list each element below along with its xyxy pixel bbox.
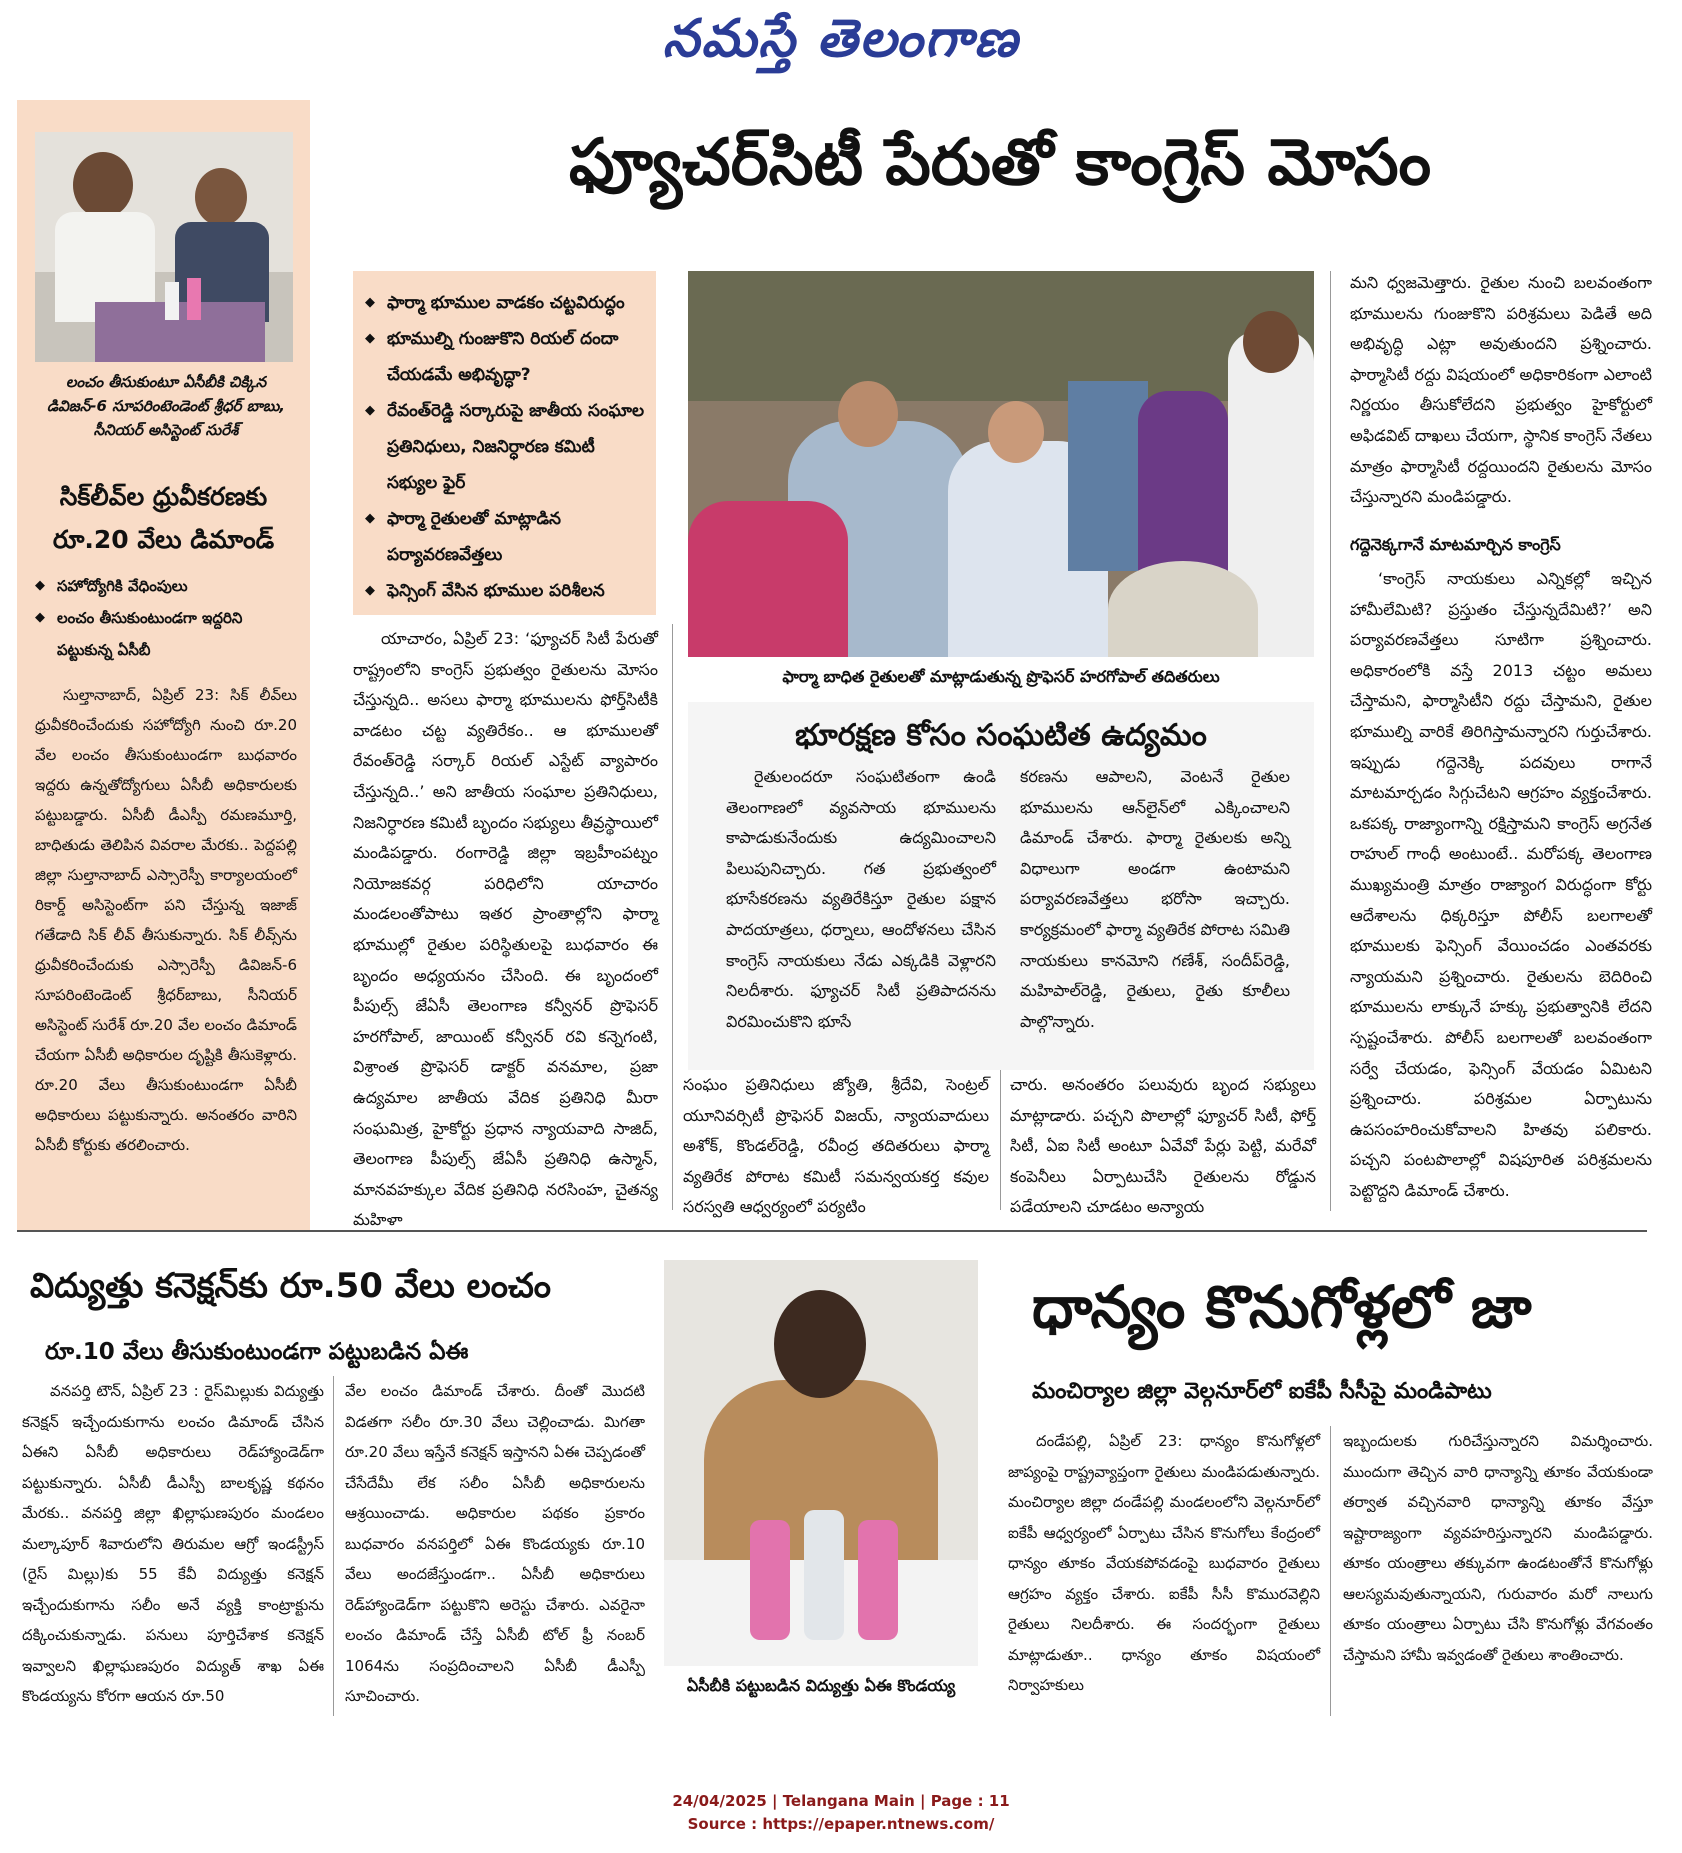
main-bullet: ◆ భూముల్ని గుంజుకొని రియల్‌ దందా చేయడమే అభివృద్ధా? <box>365 321 649 393</box>
main-column-4a-text: మని ధ్వజమెత్తారు. రైతుల నుంచి బలవంతంగా భూములను గుంజుకొని పరిశ్రమలు పెడితే అది అభివృద్ధి ఎట్లా అవుతుందని ప్రశ్నించారు. ఫార్మాసిటీ రద్దు విషయంలో అధికారికంగా ఎలాంటి నిర్ణయం తీసుకోలేదని ప్రభుత్వం హైకోర్టులో అఫిడవిట్‌ దాఖలు చేయగా, స్థానిక కాంగ్రెస్‌ నేతలు మాత్రం ఫార్మాసిటీ రద్దయిందని రైతులను మోసం చేస్తున్నారని మండిపడ్డారు. <box>1350 273 1652 507</box>
sidebar-headline-line-1: సిక్‌లీవ్‌ల ధ్రువీకరణకు <box>59 482 268 511</box>
sidebar-photo-caption: లంచం తీసుకుంటూ ఏసీబీకి చిక్కిన డివిజన్‌-6 సూపరింటెండెంట్‌ శ్రీధర్‌ బాబు, సీనియర్‌ అసిస్టెంట్‌ సురేశ్‌ <box>46 373 286 439</box>
main-column-4-subhead: గద్దెనెక్కగానే మాటమార్చిన కాంగ్రెస్‌ <box>1350 535 1561 554</box>
sidebar-story <box>17 100 310 1230</box>
main-column-2 <box>683 1070 989 1217</box>
power-column-2-text: వేల లంచం డిమాండ్‌ చేశారు. దీంతో మొదటి విడతగా సలీం రూ.30 వేలు చెల్లించాడు. మిగతా రూ.20 వేలు ఇస్తేనే కనెక్షన్‌ ఇస్తానని ఏఈ చెప్పడంతో చేసేదేమీ లేక సలీం ఏసీబీ అధికారులను ఆశ్రయించాడు. అధికారుల పథకం ప్రకారం బుధవారం వనపర్తిలో ఏఈ కొండయ్యకు రూ.10 వేలు అందజేస్తుండగా.. ఏసీబీ అధికారులు రెడ్‌హ్యాండెడ్‌గా పట్టుకొని అరెస్టు చేశారు. ఎవరైనా లంచం డిమాండ్‌ చేస్తే ఏసీబీ టోల్‌ ఫ్రీ నంబర్‌ 1064ను సంప్రదించాలని ఏసీబీ డీఎస్పీ సూచించారు. <box>345 1382 645 1705</box>
grain-subheadline: మంచిర్యాల జిల్లా వెల్గనూర్‌లో ఐకేపీ సీసీపై మండిపాటు <box>1032 1379 1492 1404</box>
sidebar-bullet: ◆ లంచం తీసుకుంటుండగా ఇద్దరిని పట్టుకున్న ఏసీబీ <box>35 602 297 666</box>
main-headline: ఫ్యూచర్‌సిటీ పేరుతో కాంగ్రెస్‌ మోసం <box>568 126 1432 200</box>
power-subheadline: రూ.10 వేలు తీసుకుంటుండగా పట్టుబడిన ఏఈ <box>45 1339 469 1365</box>
power-photo <box>664 1260 978 1666</box>
grain-headline: ధాన్యం కొనుగోళ్లలో జా <box>1032 1273 1532 1341</box>
sub-column-1 <box>726 762 996 1062</box>
sidebar-body-text: సుల్తానాబాద్‌, ఏప్రిల్‌ 23: సిక్‌ లీవ్‌లు ధ్రువీకరించేందుకు సహోద్యోగి నుంచి రూ.20 వేల లంచం తీసుకుంటుండగా బుధవారం ఇద్దరు ఉన్నతోద్యోగులు ఏసీబీ అధికారులకు పట్టుబడ్డారు. ఏసీబీ డీఎస్పీ రమణమూర్తి, బాధితుడు తెలిపిన వివరాల మేరకు.. పెద్దపల్లి జిల్లా సుల్తానాబాద్‌ ఎస్సారెస్పీ కార్యాలయంలో రికార్డ్‌ అసిస్టెంట్‌గా పని చేస్తున్న ఇజాజ్‌ గతేడాది సిక్‌ లీవ్‌ తీసుకున్నారు. సిక్‌ లీవ్స్‌ను ధ్రువీకరించేందుకు ఎస్సారెస్పీ డివిజన్‌-6 సూపరింటెండెంట్‌ శ్రీధర్‌బాబు, సీనియర్‌ అసిస్టెంట్‌ సురేశ్‌ రూ.20 వేల లంచం డిమాండ్‌ చేయగా ఏసీబీ అధికారుల దృష్టికి తీసుకెళ్లారు. రూ.20 వేలు తీసుకుంటుండగా ఏసీబీ అధికారులు పట్టుకున్నారు. అనంతరం వారిని ఏసీబీ కోర్టుకు తరలించారు. <box>35 686 297 1154</box>
main-photo-caption: ఫార్మా బాధిత రైతులతో మాట్లాడుతున్న ప్రొఫెసర్‌ హరగోపాల్‌ తదితరులు <box>782 667 1220 686</box>
page-footer <box>0 1790 1682 1836</box>
main-column-4b <box>1350 564 1652 1210</box>
masthead <box>0 0 1682 90</box>
main-photo <box>688 271 1314 657</box>
main-bullet: ◆ ఫార్మా భూముల వాడకం చట్టవిరుద్ధం <box>365 285 649 321</box>
sidebar-headline-line-2: రూ.20 వేలు డిమాండ్‌ <box>52 525 275 554</box>
main-column-1 <box>353 624 659 1230</box>
power-headline: విద్యుత్తు కనెక్షన్‌కు రూ.50 వేలు లంచం <box>30 1266 552 1306</box>
sub-story-box <box>688 702 1314 1070</box>
power-column-2 <box>345 1376 645 1716</box>
grain-column-2 <box>1343 1426 1653 1716</box>
sidebar-headline <box>17 475 310 561</box>
grain-column-1 <box>1008 1426 1320 1716</box>
grain-column-1-text: దండేపల్లి, ఏప్రిల్‌ 23: ధాన్యం కొనుగోళ్లలో జాప్యంపై రాష్ట్రవ్యాప్తంగా రైతులు మండిపడుతున్నారు. మంచిర్యాల జిల్లా దండేపల్లి మండలంలోని వెల్గనూర్‌లో ఐకేపీ ఆధ్వర్యంలో ఏర్పాటు చేసిన కొనుగోలు కేంద్రంలో ధాన్యం తూకం వేయకపోవడంపై బుధవారం రైతులు ఆగ్రహం వ్యక్తం చేశారు. ఐకేపీ సీసీ కొమురవెల్లిని రైతులు నిలదీశారు. ఈ సందర్భంగా రైతులు మాట్లాడుతూ.. ధాన్యం తూకం విషయంలో నిర్వాహకులు <box>1008 1432 1320 1694</box>
power-photo-caption: ఏసీబీకి పట్టుబడిన విద్యుత్తు ఏఈ కొండయ్య <box>686 1676 956 1695</box>
main-bullet: ◆ ఫెన్సింగ్‌ వేసిన భూముల పరిశీలన <box>365 573 649 609</box>
power-column-1 <box>22 1376 324 1716</box>
sidebar-bullets <box>35 570 297 666</box>
main-column-4a <box>1350 268 1652 518</box>
main-column-2-text: సంఘం ప్రతినిధులు జ్యోతి, శ్రీదేవి, సెంట్రల్‌ యూనివర్సిటీ ప్రొఫెసర్‌ విజయ్‌, న్యాయవాదులు అశోక్‌, కొండల్‌రెడ్డి, రవీంద్ర తదితరులు ఫార్మా వ్యతిరేక పోరాట కమిటీ సమన్వయకర్త కవుల సరస్వతి ఆధ్వర్యంలో పర్యటిం <box>683 1075 989 1217</box>
grain-column-2-text: ఇబ్బందులకు గురిచేస్తున్నారని విమర్శించారు. ముందుగా తెచ్చిన వారి ధాన్యాన్ని తూకం వేయకుండా తర్వాత వచ్చినవారి ధాన్యాన్ని తూకం వేస్తూ ఇష్టారాజ్యంగా వ్యవహరిస్తున్నారని మండిపడ్డారు. తూకం యంత్రాలు తక్కువగా ఉండటంతోనే కొనుగోళ్లు ఆలస్యమవుతున్నాయని, గురువారం మరో నాలుగు తూకం యంత్రాలు ఏర్పాటు చేసి కొనుగోళ్లు వేగవంతం చేస్తామని హామీ ఇవ్వడంతో రైతులు శాంతించారు. <box>1343 1432 1653 1664</box>
main-column-3-text: చారు. అనంతరం పలువురు బృంద సభ్యులు మాట్లాడారు. పచ్చని పొలాల్లో ఫ్యూచర్‌ సిటీ, ఫోర్త్‌ సిటీ, ఏఐ సిటీ అంటూ ఏవేవో పేర్లు పెట్టి, మరేవో కంపెనీలు ఏర్పాటుచేసి రైతులను రోడ్డున పడేయాలని చూడటం అన్యాయ <box>1010 1075 1316 1217</box>
sub-column-2 <box>1020 762 1290 1062</box>
sub-column-2-text: కరణను ఆపాలని, వెంటనే రైతుల భూములను ఆన్‌లైన్‌లో ఎక్కించాలని డిమాండ్‌ చేశారు. ఫార్మా రైతులకు అన్ని విధాలుగా అండగా ఉంటామని పర్యావరణవేత్తలు భరోసా ఇచ్చారు. కార్యక్రమంలో ఫార్మా వ్యతిరేక పోరాట సమితి నాయకులు కానమోని గణేశ్‌, సందీప్‌రెడ్డి, మహిపాల్‌రెడ్డి, రైతులు, రైతు కూలీలు పాల్గొన్నారు. <box>1020 767 1290 1031</box>
power-column-1-text: వనపర్తి టౌన్‌, ఏప్రిల్‌ 23 : రైస్‌మిల్లుకు విద్యుత్తు కనెక్షన్‌ ఇచ్చేందుకుగాను లంచం డిమాండ్‌ చేసిన ఏఈని ఏసీబీ అధికారులు రెడ్‌హ్యాండెడ్‌గా పట్టుకున్నారు. ఏసీబీ డీఎస్పీ బాలకృష్ణ కథనం మేరకు.. వనపర్తి జిల్లా ఖిల్లాఘణపురం మండలం మల్కాపూర్‌ శివారులోని తిరుమల ఆగ్రో ఇండస్ట్రీస్‌ (రైస్‌ మిల్లు)కు 55 కేవీ విద్యుత్తు కనెక్షన్‌ ఇచ్చేందుకుగాను సలీం అనే వ్యక్తి కాంట్రాక్టును దక్కించుకున్నాడు. పనులు పూర్తిచేశాక కనెక్షన్‌ ఇవ్వాలని ఖిల్లాఘణపురం విద్యుత్‌ శాఖ ఏఈ కొండయ్యను కోరగా ఆయన రూ.50 <box>22 1382 324 1705</box>
main-bullet: ◆ రేవంత్‌రెడ్డి సర్కారుపై జాతీయ సంఘాల ప్రతినిధులు, నిజనిర్ధారణ కమిటీ సభ్యుల ఫైర్‌ <box>365 393 649 501</box>
main-column-1-text: యాచారం, ఏప్రిల్‌ 23: ‘ఫ్యూచర్‌ సిటీ పేరుతో రాష్ట్రంలోని కాంగ్రెస్‌ ప్రభుత్వం రైతులను మోసం చేస్తున్నది.. అసలు ఫార్మా భూములను ఫోర్త్‌సిటీకి వాడటం చట్ట వ్యతిరేకం.. ఆ భూములతో రేవంత్‌రెడ్డి సర్కార్‌ రియల్‌ ఎస్టేట్‌ వ్యాపారం చేస్తున్నది..’ అని జాతీయ సంఘాల ప్రతినిధులు, నిజనిర్ధారణ కమిటీ బృందం సభ్యులు తీవ్రస్థాయిలో మండిపడ్డారు. రంగారెడ్డి జిల్లా ఇబ్రహీంపట్నం నియోజకవర్గ పరిధిలోని యాచారం మండలంతోపాటు ఇతర ప్రాంతాల్లోని ఫార్మా భూముల్లో రైతుల పరిస్థితులపై బుధవారం ఈ బృందం అధ్యయనం చేసింది. ఈ బృందంలో పీపుల్స్‌ జేఏసీ తెలంగాణ కన్వీనర్‌ ప్రొఫెసర్‌ హరగోపాల్‌, జాయింట్‌ కన్వీనర్‌ రవి కన్నెగంటి, విశ్రాంత ప్రొఫెసర్‌ డాక్టర్‌ వనమాల, ప్రజా ఉద్యమాల జాతీయ వేదిక ప్రతినిధి మీరా సంఘమిత్ర, హైకోర్టు ప్రధాన న్యాయవాది సాజిద్‌, తెలంగాణ పీపుల్స్‌ జేఏసీ ప్రతినిధి ఉస్మాన్‌, మానవహక్కుల వేదిక ప్రతినిధి నరసింహ, చైతన్య మహిళా <box>353 629 659 1230</box>
sub-headline: భూరక్షణ కోసం సంఘటిత ఉద్యమం <box>795 718 1207 753</box>
section-divider <box>17 1230 1647 1232</box>
sidebar-body <box>35 680 297 1220</box>
main-bullet-box <box>353 271 656 615</box>
main-column-3 <box>1010 1070 1316 1217</box>
sidebar-bullet: ◆ సహోద్యోగికి వేధింపులు <box>35 570 297 602</box>
sidebar-photo <box>35 132 293 362</box>
footer-edition-line: 24/04/2025 | Telangana Main | Page : 11 <box>672 1792 1010 1810</box>
main-column-4b-text: ‘కాంగ్రెస్‌ నాయకులు ఎన్నికల్లో ఇచ్చిన హామీలేమిటి? ప్రస్తుతం చేస్తున్నదేమిటి?’ అని పర్యావరణవేత్తలు సూటిగా ప్రశ్నించారు. అధికారంలోకి వస్తే 2013 చట్టం అమలు చేస్తామని, ఫార్మాసిటీని రద్దు చేస్తామని, రైతుల భూముల్ని వారికే తిరిగిస్తామన్నారని గుర్తుచేశారు. ఇప్పుడు గద్దెనెక్కి పదవులు రాగానే మాటమార్చడం సిగ్గుచేటని ఆగ్రహం వ్యక్తంచేశారు. ఒకపక్క రాజ్యాంగాన్ని రక్షిస్తామని కాంగ్రెస్‌ అగ్రనేత రాహుల్‌ గాంధీ అంటుంటే.. మరోపక్క తెలంగాణ ముఖ్యమంత్రి మాత్రం రాజ్యాంగ విరుద్ధంగా కోర్టు ఆదేశాలను ధిక్కరిస్తూ పోలీస్‌ బలగాలతో భూములకు ఫెన్సింగ్‌ వేయించడం ఎంతవరకు న్యాయమని ప్రశ్నించారు. రైతులను బెదిరించి భూములను లాక్కునే హక్కు ప్రభుత్వానికి లేదని స్పష్టంచేశారు. పోలీస్‌ బలగాలతో బలవంతంగా సర్వే చేయడం, ఫెన్సింగ్‌ వేయడం ఏమిటని ప్రశ్నించారు. పరిశ్రమల ఏర్పాటును ఉపసంహరించుకోవాలని హితవు పలికారు. పచ్చని పంటపొలాల్లో విషపూరిత పరిశ్రమలను పెట్టొద్దని డిమాండ్‌ చేశారు. <box>1350 569 1652 1200</box>
sub-column-1-text: రైతులందరూ సంఘటితంగా ఉండి తెలంగాణలో వ్యవసాయ భూములను కాపాడుకునేందుకు ఉద్యమించాలని పిలుపునిచ్చారు. గత ప్రభుత్వంలో భూసేకరణను వ్యతిరేకిస్తూ రైతుల పక్షాన పాదయాత్రలు, ధర్నాలు, ఆందోళనలు చేసిన కాంగ్రెస్‌ నాయకులు నేడు ఎక్కడికి వెళ్లారని నిలదీశారు. ఫ్యూచర్‌ సిటీ ప్రతిపాదనను విరమించుకొని భూసే <box>726 767 996 1031</box>
newspaper-logo: నమస్తే తెలంగాణ <box>662 8 1020 69</box>
main-bullet: ◆ ఫార్మా రైతులతో మాట్లాడిన పర్యావరణవేత్తలు <box>365 501 649 573</box>
footer-source-line: Source : https://epaper.ntnews.com/ <box>687 1815 995 1833</box>
